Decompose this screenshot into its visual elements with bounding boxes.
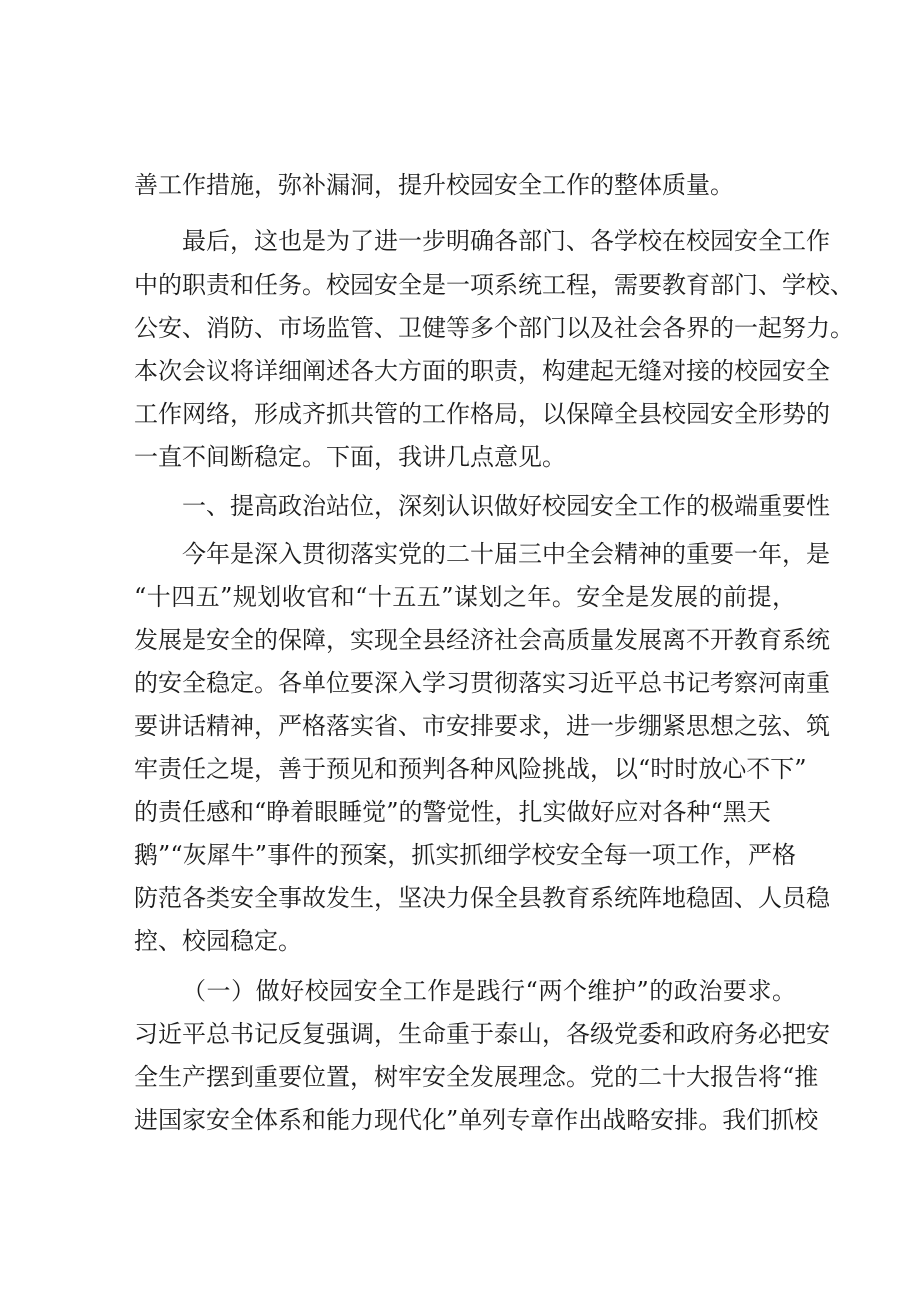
text-line: 鹅”“灰犀牛”事件的预案，抓实抓细学校安全每一项工作，严格	[134, 841, 796, 869]
section-heading: 一、提高政治站位，深刻认识做好校园安全工作的极端重要性	[182, 492, 830, 520]
paragraph-first-line: 最后，这也是为了进一步明确各部门、各学校在校园安全工作	[182, 227, 830, 255]
text-line: 牢责任之堤，善于预见和预判各种风险挑战，以“时时放心不下”	[134, 755, 807, 783]
text-line: 进国家安全体系和能力现代化”单列专章作出战略安排。我们抓校	[134, 1106, 819, 1134]
paragraph-first-line: 今年是深入贯彻落实党的二十届三中全会精神的重要一年，是	[182, 540, 830, 568]
text-line: 本次会议将详细阐述各大方面的职责，构建起无缝对接的校园安全	[134, 357, 830, 385]
text-line: 习近平总书记反复强调，生命重于泰山，各级党委和政府务必把安	[134, 1020, 830, 1048]
text-line: “十四五”规划收官和“十五五”谋划之年。安全是发展的前提，	[134, 583, 796, 611]
text-line: 的责任感和“睁着眼睡觉”的警觉性，扎实做好应对各种“黑天	[134, 798, 771, 826]
subsection-heading: （一）做好校园安全工作是践行“两个维护”的政治要求。	[182, 977, 796, 1005]
text-line: 工作网络，形成齐抓共管的工作格局，以保障全县校园安全形势的	[134, 400, 830, 428]
text-line: 控、校园稳定。	[134, 927, 302, 955]
text-line: 要讲话精神，严格落实省、市安排要求，进一步绷紧思想之弦、筑	[134, 712, 830, 740]
text-line: 一直不间断稳定。下面，我讲几点意见。	[134, 443, 566, 471]
text-line: 公安、消防、市场监管、卫健等多个部门以及社会各界的一起努力。	[134, 314, 854, 342]
text-line: 全生产摆到重要位置，树牢安全发展理念。党的二十大报告将“推	[134, 1063, 819, 1091]
text-line: 善工作措施，弥补漏洞，提升校园安全工作的整体质量。	[134, 171, 734, 199]
text-line: 中的职责和任务。校园安全是一项系统工程，需要教育部门、学校、	[134, 271, 854, 299]
text-line: 防范各类安全事故发生，坚决力保全县教育系统阵地稳固、人员稳	[134, 884, 830, 912]
text-line: 的安全稳定。各单位要深入学习贯彻落实习近平总书记考察河南重	[134, 669, 830, 697]
text-line: 发展是安全的保障，实现全县经济社会高质量发展离不开教育系统	[134, 626, 830, 654]
